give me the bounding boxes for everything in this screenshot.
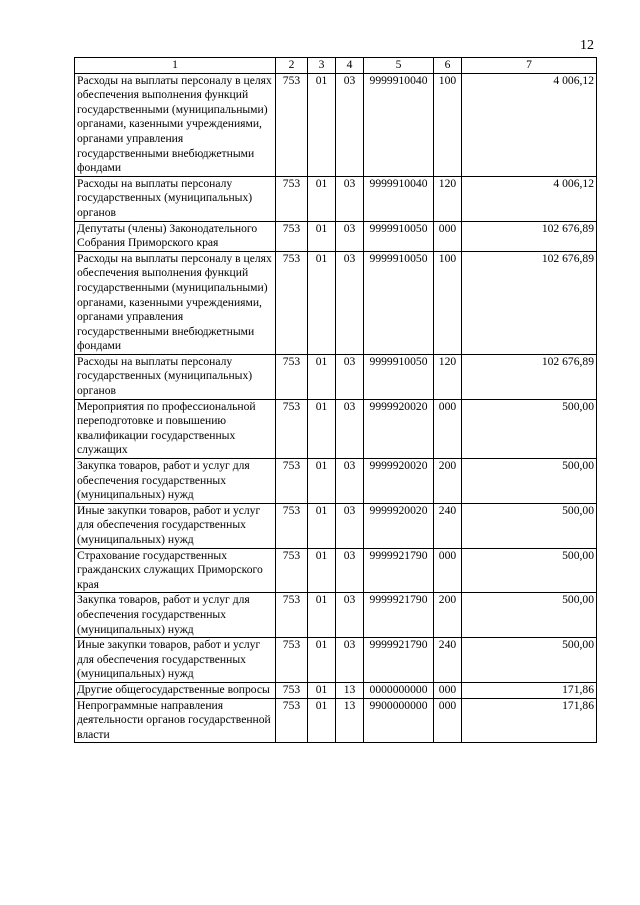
expense-type-cell: 240 xyxy=(434,638,462,683)
expense-type-cell: 000 xyxy=(434,548,462,593)
ministry-code-cell: 753 xyxy=(276,593,308,638)
section-code-cell: 01 xyxy=(308,638,336,683)
ministry-code-cell: 753 xyxy=(276,251,308,354)
target-item-cell: 9999921790 xyxy=(364,593,434,638)
expense-type-cell: 120 xyxy=(434,354,462,399)
table-row xyxy=(75,399,597,458)
amount-cell: 4 006,12 xyxy=(462,73,597,176)
section-code-cell: 01 xyxy=(308,593,336,638)
expense-name-cell: Расходы на выплаты персоналу государственных (муниципальных) органов xyxy=(75,176,276,221)
table-row xyxy=(75,503,597,548)
subsection-code-cell: 03 xyxy=(336,176,364,221)
expense-name-cell: Расходы на выплаты персоналу в целях обеспечения выполнения функций государственными (муниципальными) органами, казенными учреждениями, органами управления государственными внебюджетными фондами xyxy=(75,73,276,176)
expense-name-cell: Расходы на выплаты персоналу в целях обеспечения выполнения функций государственными (муниципальными) органами, казенными учреждениями, органами управления государственными внебюджетными фондами xyxy=(75,251,276,354)
column-header: 7 xyxy=(462,58,597,74)
subsection-code-cell: 03 xyxy=(336,548,364,593)
section-code-cell: 01 xyxy=(308,698,336,743)
subsection-code-cell: 03 xyxy=(336,354,364,399)
column-header: 5 xyxy=(364,58,434,74)
amount-cell: 171,86 xyxy=(462,698,597,743)
ministry-code-cell: 753 xyxy=(276,73,308,176)
target-item-cell: 9999920020 xyxy=(364,503,434,548)
subsection-code-cell: 13 xyxy=(336,682,364,698)
target-item-cell: 9999910050 xyxy=(364,354,434,399)
amount-cell: 500,00 xyxy=(462,548,597,593)
target-item-cell: 9999920020 xyxy=(364,459,434,504)
amount-cell: 500,00 xyxy=(462,638,597,683)
expense-type-cell: 000 xyxy=(434,698,462,743)
column-header: 4 xyxy=(336,58,364,74)
target-item-cell: 9999910050 xyxy=(364,251,434,354)
target-item-cell: 9999921790 xyxy=(364,548,434,593)
expense-type-cell: 100 xyxy=(434,251,462,354)
ministry-code-cell: 753 xyxy=(276,459,308,504)
column-header: 6 xyxy=(434,58,462,74)
ministry-code-cell: 753 xyxy=(276,176,308,221)
section-code-cell: 01 xyxy=(308,354,336,399)
table-row xyxy=(75,459,597,504)
amount-cell: 102 676,89 xyxy=(462,251,597,354)
subsection-code-cell: 03 xyxy=(336,459,364,504)
subsection-code-cell: 03 xyxy=(336,73,364,176)
ministry-code-cell: 753 xyxy=(276,638,308,683)
section-code-cell: 01 xyxy=(308,221,336,251)
table-row xyxy=(75,221,597,251)
amount-cell: 500,00 xyxy=(462,459,597,504)
expense-name-cell: Мероприятия по профессиональной переподготовке и повышению квалификации государственных служащих xyxy=(75,399,276,458)
target-item-cell: 9999921790 xyxy=(364,638,434,683)
ministry-code-cell: 753 xyxy=(276,399,308,458)
column-header: 1 xyxy=(75,58,276,74)
column-header: 3 xyxy=(308,58,336,74)
table-row xyxy=(75,354,597,399)
expense-name-cell: Депутаты (члены) Законодательного Собрания Приморского края xyxy=(75,221,276,251)
section-code-cell: 01 xyxy=(308,682,336,698)
expense-name-cell: Иные закупки товаров, работ и услуг для обеспечения государственных (муниципальных) нужд xyxy=(75,638,276,683)
amount-cell: 171,86 xyxy=(462,682,597,698)
section-code-cell: 01 xyxy=(308,548,336,593)
ministry-code-cell: 753 xyxy=(276,354,308,399)
target-item-cell: 9999910040 xyxy=(364,176,434,221)
expense-name-cell: Иные закупки товаров, работ и услуг для обеспечения государственных (муниципальных) нужд xyxy=(75,503,276,548)
subsection-code-cell: 03 xyxy=(336,638,364,683)
expense-name-cell: Непрограммные направления деятельности органов государственной власти xyxy=(75,698,276,743)
ministry-code-cell: 753 xyxy=(276,548,308,593)
subsection-code-cell: 03 xyxy=(336,503,364,548)
table-row xyxy=(75,593,597,638)
expense-name-cell: Закупка товаров, работ и услуг для обеспечения государственных (муниципальных) нужд xyxy=(75,459,276,504)
section-code-cell: 01 xyxy=(308,459,336,504)
amount-cell: 500,00 xyxy=(462,593,597,638)
target-item-cell: 9999910040 xyxy=(364,73,434,176)
subsection-code-cell: 03 xyxy=(336,399,364,458)
table-header-row xyxy=(75,58,597,74)
amount-cell: 4 006,12 xyxy=(462,176,597,221)
table-row xyxy=(75,548,597,593)
expense-type-cell: 200 xyxy=(434,593,462,638)
ministry-code-cell: 753 xyxy=(276,698,308,743)
target-item-cell: 9999910050 xyxy=(364,221,434,251)
table-row xyxy=(75,251,597,354)
section-code-cell: 01 xyxy=(308,503,336,548)
expense-type-cell: 200 xyxy=(434,459,462,504)
column-header: 2 xyxy=(276,58,308,74)
expense-type-cell: 000 xyxy=(434,682,462,698)
expense-name-cell: Страхование государственных гражданских служащих Приморского края xyxy=(75,548,276,593)
amount-cell: 102 676,89 xyxy=(462,221,597,251)
expense-type-cell: 000 xyxy=(434,399,462,458)
ministry-code-cell: 753 xyxy=(276,682,308,698)
section-code-cell: 01 xyxy=(308,251,336,354)
section-code-cell: 01 xyxy=(308,73,336,176)
subsection-code-cell: 13 xyxy=(336,698,364,743)
table-row xyxy=(75,682,597,698)
expense-name-cell: Другие общегосударственные вопросы xyxy=(75,682,276,698)
expense-type-cell: 120 xyxy=(434,176,462,221)
table-row xyxy=(75,73,597,176)
amount-cell: 102 676,89 xyxy=(462,354,597,399)
expense-name-cell: Расходы на выплаты персоналу государственных (муниципальных) органов xyxy=(75,354,276,399)
ministry-code-cell: 753 xyxy=(276,221,308,251)
table-row xyxy=(75,176,597,221)
target-item-cell: 9900000000 xyxy=(364,698,434,743)
budget-table xyxy=(74,57,597,743)
table-row xyxy=(75,638,597,683)
section-code-cell: 01 xyxy=(308,176,336,221)
table-row xyxy=(75,698,597,743)
ministry-code-cell: 753 xyxy=(276,503,308,548)
expense-type-cell: 100 xyxy=(434,73,462,176)
subsection-code-cell: 03 xyxy=(336,221,364,251)
subsection-code-cell: 03 xyxy=(336,593,364,638)
target-item-cell: 9999920020 xyxy=(364,399,434,458)
section-code-cell: 01 xyxy=(308,399,336,458)
subsection-code-cell: 03 xyxy=(336,251,364,354)
target-item-cell: 0000000000 xyxy=(364,682,434,698)
expense-name-cell: Закупка товаров, работ и услуг для обеспечения государственных (муниципальных) нужд xyxy=(75,593,276,638)
amount-cell: 500,00 xyxy=(462,399,597,458)
expense-type-cell: 000 xyxy=(434,221,462,251)
amount-cell: 500,00 xyxy=(462,503,597,548)
page-number: 12 xyxy=(580,38,594,53)
expense-type-cell: 240 xyxy=(434,503,462,548)
